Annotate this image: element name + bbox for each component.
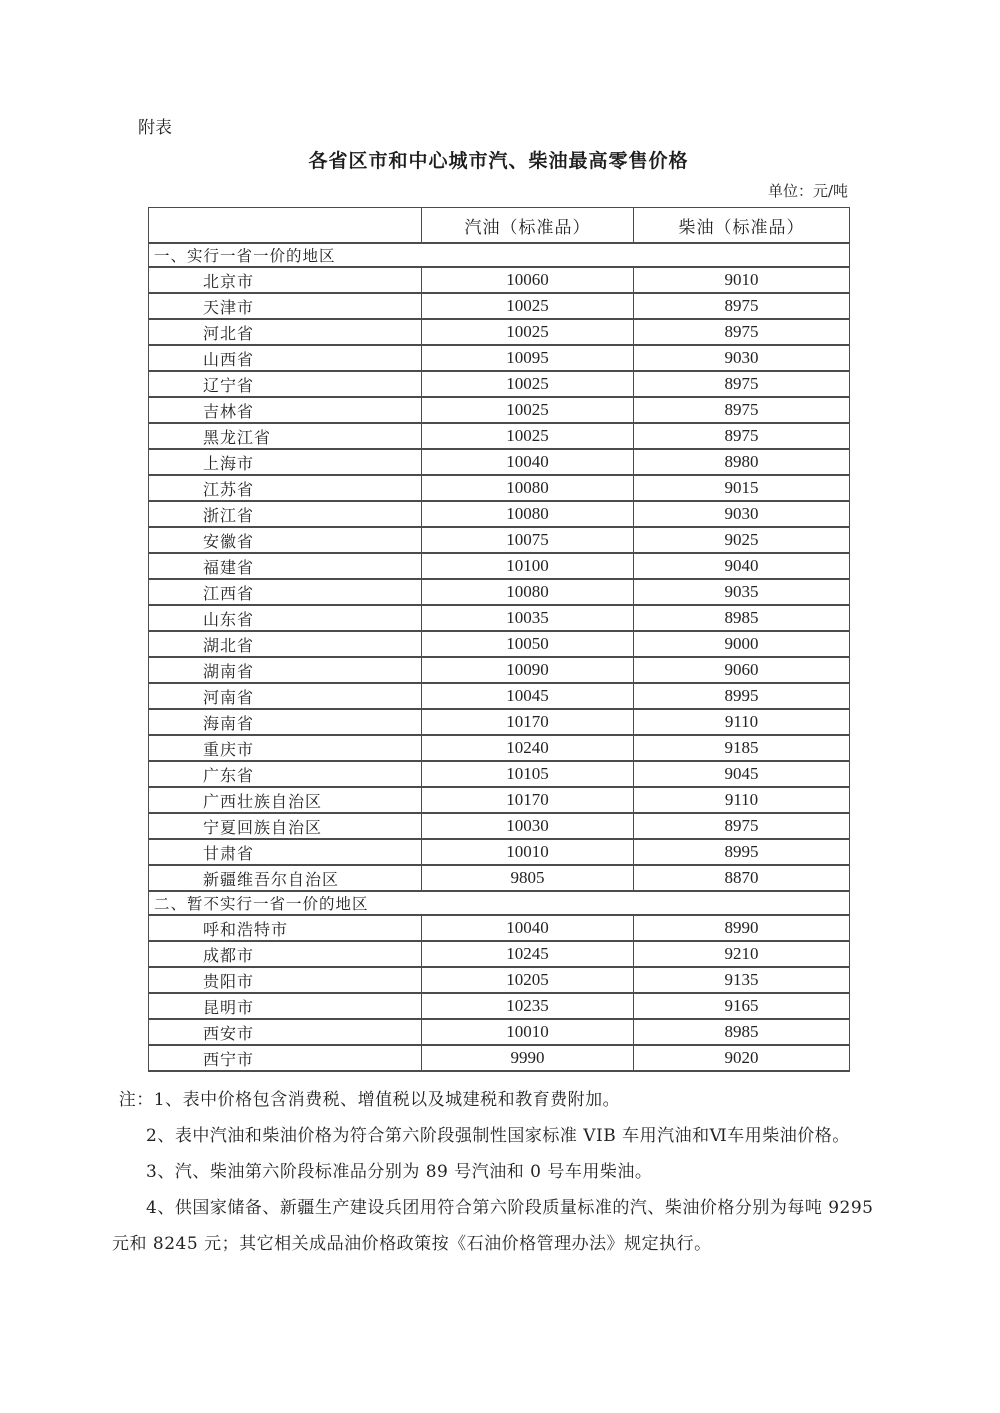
table-row [149, 579, 849, 605]
gasoline-cell: 10205 [421, 967, 633, 993]
table-row [149, 293, 849, 319]
diesel-cell: 8990 [633, 915, 849, 941]
gasoline-cell: 10025 [421, 293, 633, 319]
region-cell: 江西省 [149, 579, 421, 605]
table-row [149, 787, 849, 813]
gasoline-cell: 10040 [421, 449, 633, 475]
region-cell: 广东省 [149, 761, 421, 787]
gasoline-cell: 10080 [421, 475, 633, 501]
price-table [148, 207, 850, 1072]
diesel-cell: 9110 [633, 709, 849, 735]
table-row [149, 423, 849, 449]
diesel-cell: 9035 [633, 579, 849, 605]
region-cell: 北京市 [149, 267, 421, 293]
diesel-cell: 8985 [633, 1019, 849, 1045]
region-cell: 甘肃省 [149, 839, 421, 865]
table-row [149, 941, 849, 967]
diesel-cell: 8975 [633, 293, 849, 319]
notes-block [112, 1082, 884, 1262]
diesel-cell: 9060 [633, 657, 849, 683]
gasoline-cell: 10035 [421, 605, 633, 631]
gasoline-cell: 10170 [421, 709, 633, 735]
table-row [149, 761, 849, 787]
diesel-cell: 8975 [633, 423, 849, 449]
diesel-cell: 9020 [633, 1045, 849, 1071]
gasoline-cell: 10095 [421, 345, 633, 371]
diesel-cell: 9030 [633, 345, 849, 371]
gasoline-cell: 10240 [421, 735, 633, 761]
region-cell: 宁夏回族自治区 [149, 813, 421, 839]
section-heading: 一、实行一省一价的地区 [149, 243, 849, 267]
section-heading-row [149, 891, 849, 915]
diesel-cell: 9010 [633, 267, 849, 293]
gasoline-cell: 10010 [421, 1019, 633, 1045]
table-row [149, 993, 849, 1019]
table-row [149, 657, 849, 683]
region-cell: 河北省 [149, 319, 421, 345]
table-row [149, 631, 849, 657]
region-cell: 江苏省 [149, 475, 421, 501]
table-row [149, 709, 849, 735]
region-cell: 新疆维吾尔自治区 [149, 865, 421, 891]
diesel-cell: 9210 [633, 941, 849, 967]
col-header-region [149, 208, 421, 243]
diesel-cell: 8995 [633, 839, 849, 865]
header-row [149, 208, 849, 243]
section-heading: 二、暂不实行一省一价的地区 [149, 891, 849, 915]
table-row [149, 449, 849, 475]
gasoline-cell: 10030 [421, 813, 633, 839]
table-row [149, 501, 849, 527]
table-row [149, 1019, 849, 1045]
region-cell: 浙江省 [149, 501, 421, 527]
price-table-header [149, 208, 849, 243]
table-row [149, 397, 849, 423]
diesel-cell: 9040 [633, 553, 849, 579]
gasoline-cell: 10100 [421, 553, 633, 579]
col-header-gasoline: 汽油（标准品） [421, 208, 633, 243]
gasoline-cell: 10060 [421, 267, 633, 293]
region-cell: 上海市 [149, 449, 421, 475]
diesel-cell: 8975 [633, 319, 849, 345]
diesel-cell: 8975 [633, 813, 849, 839]
gasoline-cell: 10170 [421, 787, 633, 813]
region-cell: 西安市 [149, 1019, 421, 1045]
diesel-cell: 8995 [633, 683, 849, 709]
table-row [149, 915, 849, 941]
gasoline-cell: 10050 [421, 631, 633, 657]
note-line: 4、供国家储备、新疆生产建设兵团用符合第六阶段质量标准的汽、柴油价格分别为每吨 9295 元和 8245 元；其它相关成品油价格政策按《石油价格管理办法》规定执行。 [112, 1198, 874, 1254]
gasoline-cell: 10040 [421, 915, 633, 941]
region-cell: 山东省 [149, 605, 421, 631]
gasoline-cell: 10090 [421, 657, 633, 683]
region-cell: 呼和浩特市 [149, 915, 421, 941]
region-cell: 天津市 [149, 293, 421, 319]
table-row [149, 1045, 849, 1071]
diesel-cell: 9015 [633, 475, 849, 501]
table-row [149, 527, 849, 553]
table-row [149, 345, 849, 371]
region-cell: 成都市 [149, 941, 421, 967]
diesel-cell: 8975 [633, 397, 849, 423]
table-row [149, 371, 849, 397]
gasoline-cell: 10075 [421, 527, 633, 553]
note-line: 3、汽、柴油第六阶段标准品分别为 89 号汽油和 0 号车用柴油。 [146, 1162, 653, 1182]
gasoline-cell: 10010 [421, 839, 633, 865]
diesel-cell: 9000 [633, 631, 849, 657]
table-row [149, 865, 849, 891]
unit-label: 单位：元/吨 [767, 182, 848, 200]
region-cell: 贵阳市 [149, 967, 421, 993]
table-row [149, 813, 849, 839]
table-row [149, 605, 849, 631]
table-row [149, 967, 849, 993]
diesel-cell: 8980 [633, 449, 849, 475]
note-line: 2、表中汽油和柴油价格为符合第六阶段强制性国家标准 VIB 车用汽油和Ⅵ车用柴油价格。 [146, 1126, 850, 1146]
gasoline-cell: 10025 [421, 397, 633, 423]
region-cell: 昆明市 [149, 993, 421, 1019]
gasoline-cell: 10045 [421, 683, 633, 709]
diesel-cell: 8985 [633, 605, 849, 631]
region-cell: 安徽省 [149, 527, 421, 553]
region-cell: 广西壮族自治区 [149, 787, 421, 813]
gasoline-cell: 10245 [421, 941, 633, 967]
region-cell: 湖北省 [149, 631, 421, 657]
diesel-cell: 9030 [633, 501, 849, 527]
table-row [149, 683, 849, 709]
note-line: 注：1、表中价格包含消费税、增值税以及城建税和教育费附加。 [118, 1090, 621, 1110]
appendix-label: 附表 [138, 118, 172, 138]
gasoline-cell: 10080 [421, 501, 633, 527]
region-cell: 西宁市 [149, 1045, 421, 1071]
diesel-cell: 9185 [633, 735, 849, 761]
page-title: 各省区市和中心城市汽、柴油最高零售价格 [308, 150, 689, 172]
region-cell: 福建省 [149, 553, 421, 579]
region-cell: 黑龙江省 [149, 423, 421, 449]
gasoline-cell: 10025 [421, 371, 633, 397]
table-row [149, 319, 849, 345]
gasoline-cell: 10105 [421, 761, 633, 787]
gasoline-cell: 9805 [421, 865, 633, 891]
section-heading-row [149, 243, 849, 267]
region-cell: 重庆市 [149, 735, 421, 761]
price-table-body [149, 243, 849, 1071]
region-cell: 山西省 [149, 345, 421, 371]
region-cell: 吉林省 [149, 397, 421, 423]
diesel-cell: 8975 [633, 371, 849, 397]
diesel-cell: 9045 [633, 761, 849, 787]
table-row [149, 553, 849, 579]
gasoline-cell: 10025 [421, 319, 633, 345]
gasoline-cell: 10080 [421, 579, 633, 605]
col-header-diesel: 柴油（标准品） [633, 208, 849, 243]
region-cell: 河南省 [149, 683, 421, 709]
gasoline-cell: 9990 [421, 1045, 633, 1071]
region-cell: 辽宁省 [149, 371, 421, 397]
diesel-cell: 9165 [633, 993, 849, 1019]
table-row [149, 735, 849, 761]
region-cell: 湖南省 [149, 657, 421, 683]
table-row [149, 475, 849, 501]
gasoline-cell: 10235 [421, 993, 633, 1019]
diesel-cell: 9025 [633, 527, 849, 553]
table-row [149, 839, 849, 865]
table-row [149, 267, 849, 293]
gasoline-cell: 10025 [421, 423, 633, 449]
region-cell: 海南省 [149, 709, 421, 735]
diesel-cell: 9110 [633, 787, 849, 813]
diesel-cell: 8870 [633, 865, 849, 891]
diesel-cell: 9135 [633, 967, 849, 993]
